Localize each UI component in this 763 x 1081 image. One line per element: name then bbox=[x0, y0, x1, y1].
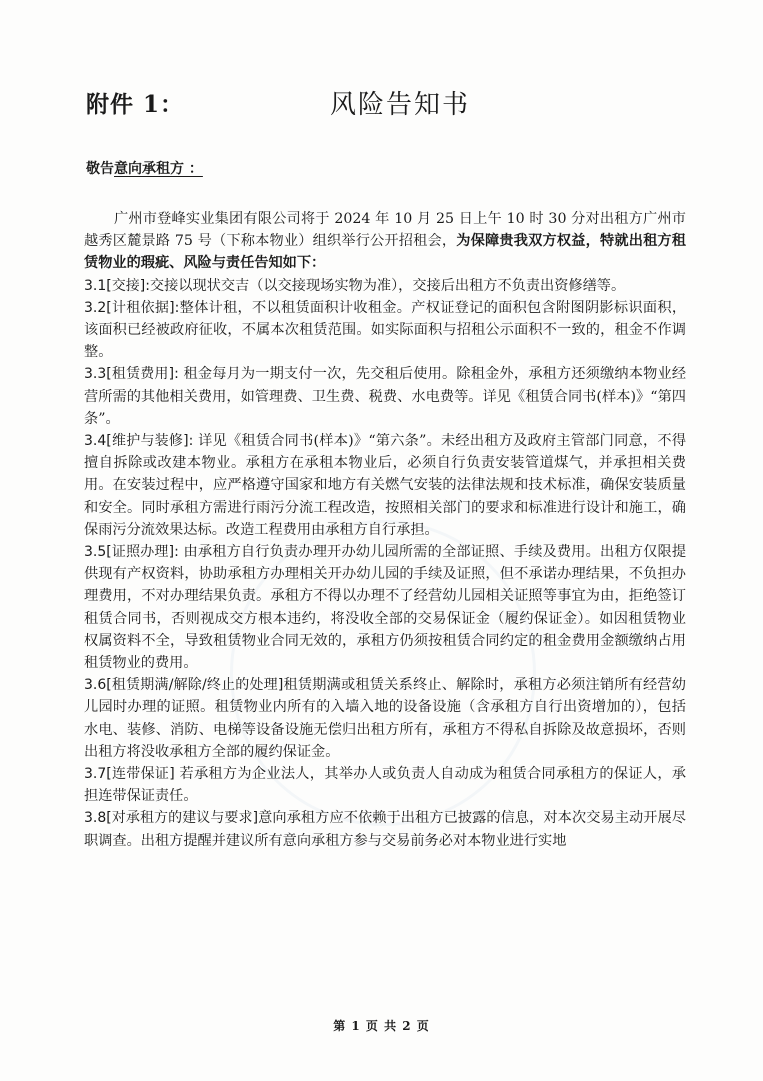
clause-text: 详见《租赁合同书(样本)》“第六条”。未经出租方及政府主管部门同意，不得擅自拆除或改建本物业。承租方在承租本物业后，必须自行负责安装管道煤气，并承担相关费用。在安装过程中，应严格遵守国家和地方有关燃气安装的法律法规和技术标准，确保安装质量和安全。同时承租方需进行雨污分流工程改造，按照相关部门的要求和标准进行设计和施工，确保雨污分流效果达标。改造工程费用由承租方自行承担。 bbox=[84, 433, 687, 538]
intro-paragraph bbox=[84, 208, 686, 275]
clause-text: 由承租方自行负责办理开办幼儿园所需的全部证照、手续及费用。出租方仅限提供现有产权资料，协助承租方办理相关开办幼儿园的手续及证照，但不承诺办理结果，不负担办理费用，不对办理结果负责。承租方不得以办理不了经营幼儿园相关证照等事宜为由，拒绝签订租赁合同书，否则视成交方根本违约，将没收全部的交易保证金（履约保证金）。如因租赁物业权属资料不全，导致租赁物业合同无效的，承租方仍须按租赁合同约定的租金费用金额缴纳占用租赁物业的费用。 bbox=[84, 544, 687, 672]
page-title: 风险告知书 bbox=[330, 90, 471, 120]
clause-3-5 bbox=[84, 541, 686, 674]
clause-heading: 3.2[计租依据]: bbox=[84, 299, 180, 316]
clause-text: 交接以现状交吉（以交接现场实物为准），交接后出租方不负责出资修缮等。 bbox=[149, 277, 626, 294]
clause-text: 若承租方为企业法人，其举办人或负责人自动成为租赁合同承租方的保证人，承担连带保证责任。 bbox=[84, 766, 686, 805]
clause-3-8 bbox=[84, 807, 686, 851]
intro-text-bold: 为保障贵我双方权益，特就出租方租赁物业的瑕疵、风险与责任告知如下： bbox=[84, 233, 686, 272]
clause-heading: 3.4[维护与装修]: bbox=[84, 433, 194, 450]
attachment-label: 附件 1： bbox=[86, 91, 185, 118]
page-number-footer: 第 1 页 共 2 页 bbox=[333, 1019, 430, 1033]
clause-heading: 3.7[连带保证] bbox=[84, 766, 175, 783]
clause-3-7 bbox=[84, 763, 686, 807]
clause-heading: 3.8[对承租方的建议与要求] bbox=[84, 810, 259, 827]
salutation bbox=[86, 158, 203, 178]
clause-text: 租金每月为一期支付一次，先交租后使用。除租金外，承租方还须缴纳本物业经营所需的其他相关费用，如管理费、卫生费、税费、水电费等。详见《租赁合同书(样本)》“第四条”。 bbox=[84, 366, 687, 427]
clause-3-3 bbox=[84, 363, 686, 430]
clause-3-2 bbox=[84, 297, 686, 364]
salutation-prefix: 敬告 bbox=[86, 161, 114, 177]
document-body bbox=[84, 208, 686, 852]
clause-heading: 3.5[证照办理]: bbox=[84, 544, 179, 561]
clause-heading: 3.1[交接]: bbox=[84, 277, 150, 294]
clause-3-6 bbox=[84, 674, 686, 763]
salutation-recipient: 意向承租方 ： bbox=[114, 161, 203, 177]
clause-text: 整体计租，不以租赁面积计收租金。产权证登记的面积包含附图阴影标识面积，该面积已经被政府征收，不属本次租赁范围。如实际面积与招租公示面积不一致的，租金不作调整。 bbox=[84, 299, 687, 361]
clause-heading: 3.3[租赁费用]: bbox=[84, 366, 179, 383]
clause-3-1 bbox=[84, 275, 686, 297]
clause-3-4 bbox=[84, 430, 686, 541]
intro-text: 广州市登峰实业集团有限公司将于 2024 年 10 月 25 日上午 10 时 30 分对出租方广州市越秀区麓景路 75 号（下称本物业）组织举行公开招租会， bbox=[84, 211, 686, 250]
clause-text: 意向承租方应不依赖于出租方已披露的信息，对本次交易主动开展尽职调查。出租方提醒并建议所有意向承租方参与交易前务必对本物业进行实地 bbox=[84, 810, 686, 849]
clause-text: 租赁期满或租赁关系终止、解除时，承租方必须注销所有经营幼儿园时办理的证照。租赁物业内所有的入墙入地的设备设施（含承租方自行出资增加的），包括水电、装修、消防、电梯等设备设施无偿归出租方所有，承租方不得私自拆除及故意损坏，否则出租方将没收承租方全部的履约保证金。 bbox=[84, 677, 686, 760]
clause-heading: 3.6[租赁期满/解除/终止的处理] bbox=[84, 677, 284, 694]
